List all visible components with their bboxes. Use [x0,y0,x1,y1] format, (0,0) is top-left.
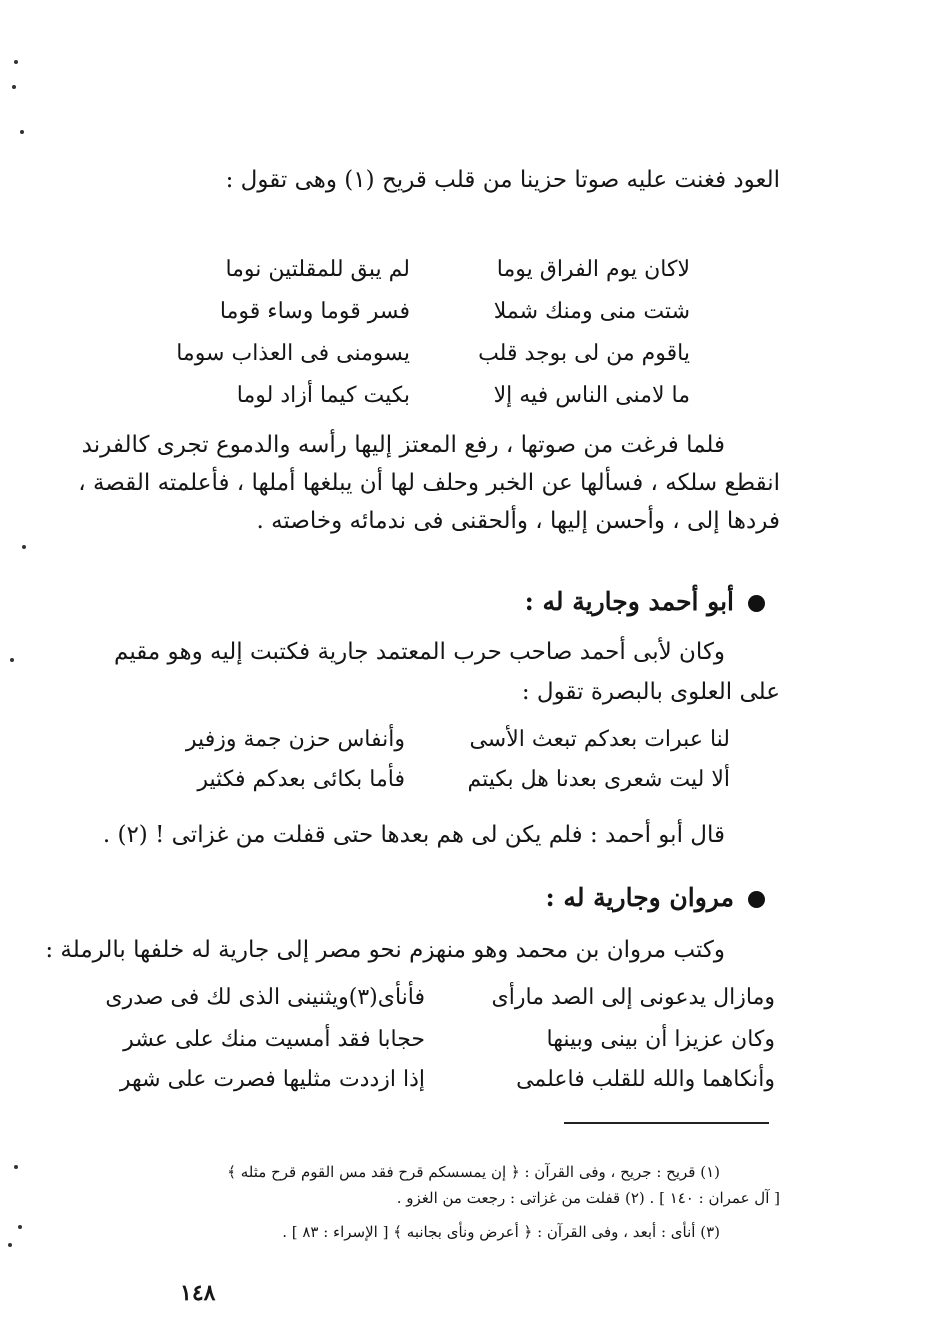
verse-second-hemistich: حجابا فقد أمسيت منك على عشر [123,1027,425,1052]
paragraph-2-line: وكان لأبى أحمد صاحب حرب المعتمد جارية فكتبت إليه وهو مقيم [114,639,725,665]
section-heading: مروان وجارية له : [545,878,765,918]
verse-second-hemistich: بكيت كيما أزاد لوما [236,383,410,408]
verse-first-hemistich: وكان عزيزا أن بينى وبينها [546,1027,775,1052]
intro-line: العود فغنت عليه صوتا حزينا من قلب قريح (١) وهى تقول : [225,167,780,193]
scan-speck [20,130,24,134]
paragraph-3: قال أبو أحمد : فلم يكن لى هم بعدها حتى قفلت من غزاتى ! (٢) . [102,822,725,848]
verse-first-hemistich: لاكان يوم الفراق يوما [496,257,690,282]
verse-second-hemistich: وأنفاس حزن جمة وزفير [185,727,405,752]
verse-second-hemistich: إذا ازددت مثليها فصرت على شهر [119,1067,425,1092]
verse-first-hemistich: ألا ليت شعرى بعدنا هل بكيتم [467,767,730,792]
poem-verse [115,1060,775,1100]
poem-verse [135,720,730,760]
poem-verse [170,292,690,332]
verse-second-hemistich: لم يبق للمقلتين نوما [225,257,410,282]
scan-speck [12,85,16,89]
paragraph-1-line: فردها إلى ، وأحسن إليها ، وألحقنى فى ندمائه وخاصته . [256,508,780,534]
poem-verse [170,376,690,416]
scan-speck [8,1243,12,1247]
scan-speck [22,545,26,549]
scan-speck [14,60,18,64]
verse-first-hemistich: ومازال يدعونى إلى الصد مارأى [491,985,775,1010]
footnote-separator [564,1122,769,1124]
paragraph-2-line: على العلوى بالبصرة تقول : [521,679,780,705]
verse-first-hemistich: شتت منى ومنك شملا [493,299,690,324]
scan-speck [18,1225,22,1229]
page-number: ١٤٨ [180,1280,216,1306]
paragraph-1-line: فلما فرغت من صوتها ، رفع المعتز إليها رأسه والدموع تجرى كالفرند [81,432,725,458]
paragraph-1-line: انقطع سلكه ، فسألها عن الخبر وحلف لها أن يبلغها أملها ، فأعلمته القصة ، [78,470,780,496]
scan-speck [14,1165,18,1169]
verse-second-hemistich: فأنأى(٣)ويثنينى الذى لك فى صدرى [105,985,425,1010]
poem-verse [115,1020,775,1060]
scan-speck [10,658,14,662]
paragraph-4: وكتب مروان بن محمد وهو منهزم نحو مصر إلى جارية له خلفها بالرملة : [45,937,725,963]
poem-verse [170,250,690,290]
verse-second-hemistich: فأما بكائى بعدكم فكثير [197,767,405,792]
poem-verse [135,760,730,800]
bullet-icon [748,891,765,908]
footnote-line: [ آل عمران : ١٤٠ ] . (٢) قفلت من غزاتى : رجعت من الغزو . [396,1189,780,1207]
footnote-line: (١) قريح : جريح ، وفى القرآن : ﴿ إن يمسسكم قرح فقد مس القوم قرح مثله ﴾ [227,1163,720,1181]
verse-first-hemistich: وأنكاهما والله للقلب فاعلمى [516,1067,775,1092]
poem-verse [105,978,775,1018]
verse-first-hemistich: ياقوم من لى بوجد قلب [478,341,690,366]
verse-second-hemistich: يسومنى فى العذاب سوما [176,341,410,366]
verse-first-hemistich: لنا عبرات بعدكم تبعث الأسى [469,727,730,752]
section-heading: أبو أحمد وجارية له : [525,582,765,622]
bullet-icon [748,595,765,612]
footnote-line: (٣) أنأى : أبعد ، وفى القرآن : ﴿ أعرض ونأى بجانبه ﴾ [ الإسراء : ٨٣ ] . [282,1223,720,1241]
verse-second-hemistich: فسر قوما وساء قوما [219,299,410,324]
verse-first-hemistich: ما لامنى الناس فيه إلا [493,383,690,408]
poem-verse [170,334,690,374]
